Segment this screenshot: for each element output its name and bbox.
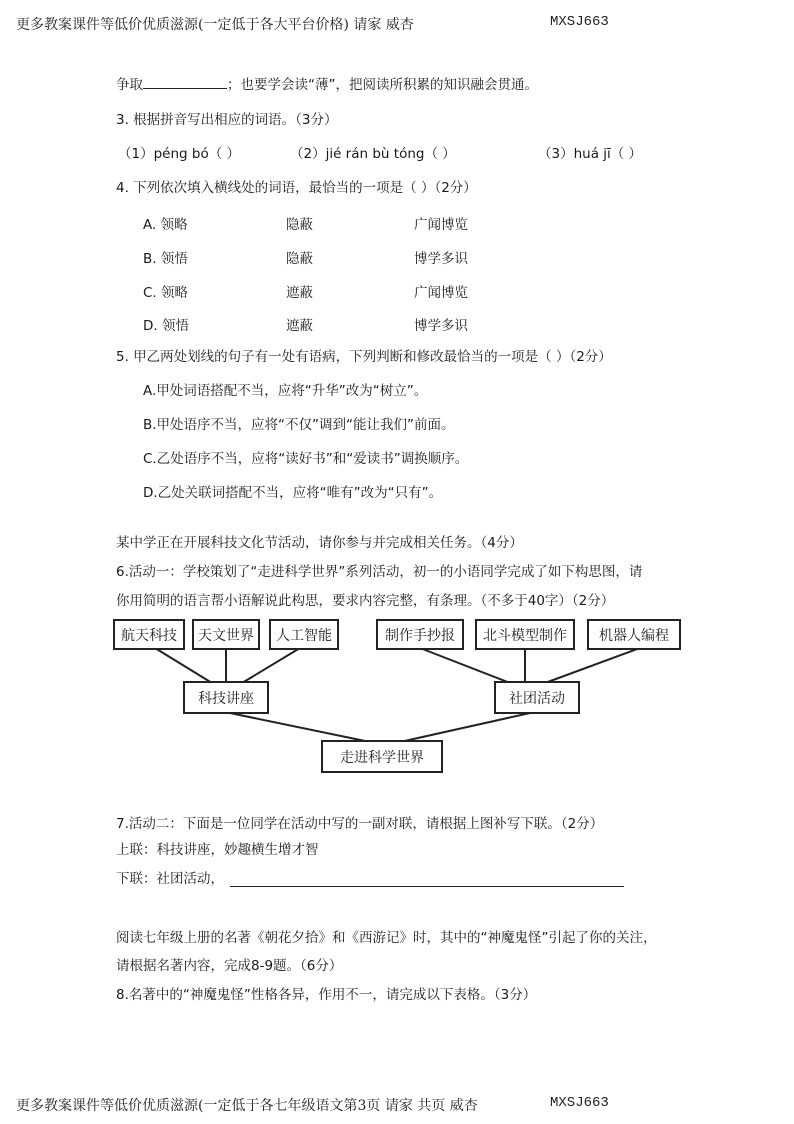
- q6-line-1: 6.活动一：学校策划了“走进科学世界”系列活动，初一的小语同学完成了如下构思图，请: [116, 564, 643, 580]
- node-club-activities: 社团活动: [494, 681, 580, 714]
- page-footer: [16, 1095, 609, 1115]
- q5-option-d[interactable]: D.乙处关联词搭配不当，应将“唯有”改为“只有”。: [143, 485, 443, 501]
- node-robot-programming: 机器人编程: [587, 619, 681, 650]
- q7-upper-couplet: 上联：科技讲座，妙趣横生增才智: [116, 842, 319, 858]
- q4-option-a-word2: 隐蔽: [286, 217, 313, 233]
- node-science-lectures: 科技讲座: [183, 681, 269, 714]
- q3-item-3: （3）huá jī（ ）: [538, 146, 643, 162]
- q4-option-c-word3: 广闻博览: [414, 285, 468, 301]
- footer-text: 更多教案课件等低价优质滋源(一定低于各七年级语文第3页 请家 共页 威杏: [16, 1098, 478, 1114]
- q4-stem: 4. 下列依次填入横线处的词语，最恰当的一项是（ ）（2分）: [116, 180, 477, 196]
- q7-lower-couplet: 下联：社团活动，: [116, 871, 224, 887]
- q5-option-c[interactable]: C.乙处语序不当，应将“读好书”和“爱读书”调换顺序。: [143, 451, 469, 467]
- connector-line: [155, 648, 212, 683]
- reading-intro-line-2: 请根据名著内容，完成8-9题。（6分）: [116, 958, 343, 974]
- connector-line: [545, 648, 640, 683]
- node-aerospace: 航天科技: [113, 619, 185, 650]
- node-root-science-world: 走进科学世界: [321, 740, 443, 773]
- footer-code: MXSJ663: [550, 1095, 609, 1111]
- q4-option-a[interactable]: A. 领略: [143, 217, 188, 233]
- q3-stem: 3. 根据拼音写出相应的词语。（3分）: [116, 112, 338, 128]
- q3-item-2: （2）jié rán bù tóng（ ）: [290, 146, 456, 162]
- q4-option-b-word2: 隐蔽: [286, 251, 313, 267]
- intro-prefix: 争取: [116, 77, 143, 93]
- q5-option-a[interactable]: A.甲处词语搭配不当，应将“升华”改为“树立”。: [143, 383, 428, 399]
- q4-option-d-word3: 博学多识: [414, 318, 468, 334]
- q8-stem: 8.名著中的“神魔鬼怪”性格各异，作用不一，请完成以下表格。（3分）: [116, 987, 537, 1003]
- connector-line: [230, 713, 370, 742]
- q4-option-c-word2: 遮蔽: [286, 285, 313, 301]
- header-code: MXSJ663: [550, 14, 609, 30]
- q4-option-c[interactable]: C. 领略: [143, 285, 189, 301]
- q6-line-2: 你用简明的语言帮小语解说此构思，要求内容完整，有条理。（不多于40字）（2分）: [116, 593, 615, 609]
- reading-intro-line-1: 阅读七年级上册的名著《朝花夕拾》和《西游记》时，其中的“神魔鬼怪”引起了你的关注，: [116, 930, 657, 946]
- node-beidou-model: 北斗模型制作: [475, 619, 575, 650]
- q3-item-1: （1）péng bó（ ）: [118, 146, 241, 162]
- node-ai: 人工智能: [269, 619, 339, 650]
- connector-line: [420, 648, 510, 683]
- q4-option-d-word2: 遮蔽: [286, 318, 313, 334]
- connector-line: [242, 648, 300, 683]
- q4-option-b[interactable]: B. 领悟: [143, 251, 188, 267]
- q4-option-b-word3: 博学多识: [414, 251, 468, 267]
- header-text: 更多教案课件等低价优质滋源(一定低于各大平台价格) 请家 威杏: [16, 17, 414, 33]
- intro-suffix: ；也要学会读“薄”，把阅读所积累的知识融会贯通。: [227, 77, 538, 93]
- connector-line: [400, 713, 530, 742]
- q4-option-d[interactable]: D. 领悟: [143, 318, 189, 334]
- node-handwritten-poster: 制作手抄报: [376, 619, 464, 650]
- section-intro: 某中学正在开展科技文化节活动，请你参与并完成相关任务。（4分）: [116, 535, 523, 551]
- q4-option-a-word3: 广闻博览: [414, 217, 468, 233]
- q7-answer-line[interactable]: [230, 886, 624, 887]
- q7-stem: 7.活动二：下面是一位同学在活动中写的一副对联，请根据上图补写下联。（2分）: [116, 816, 604, 832]
- node-astronomy: 天文世界: [192, 619, 260, 650]
- q5-stem: 5. 甲乙两处划线的句子有一处有语病，下列判断和修改最恰当的一项是（ ）（2分）: [116, 349, 612, 365]
- q5-option-b[interactable]: B.甲处语序不当，应将“不仅”调到“能让我们”前面。: [143, 417, 455, 433]
